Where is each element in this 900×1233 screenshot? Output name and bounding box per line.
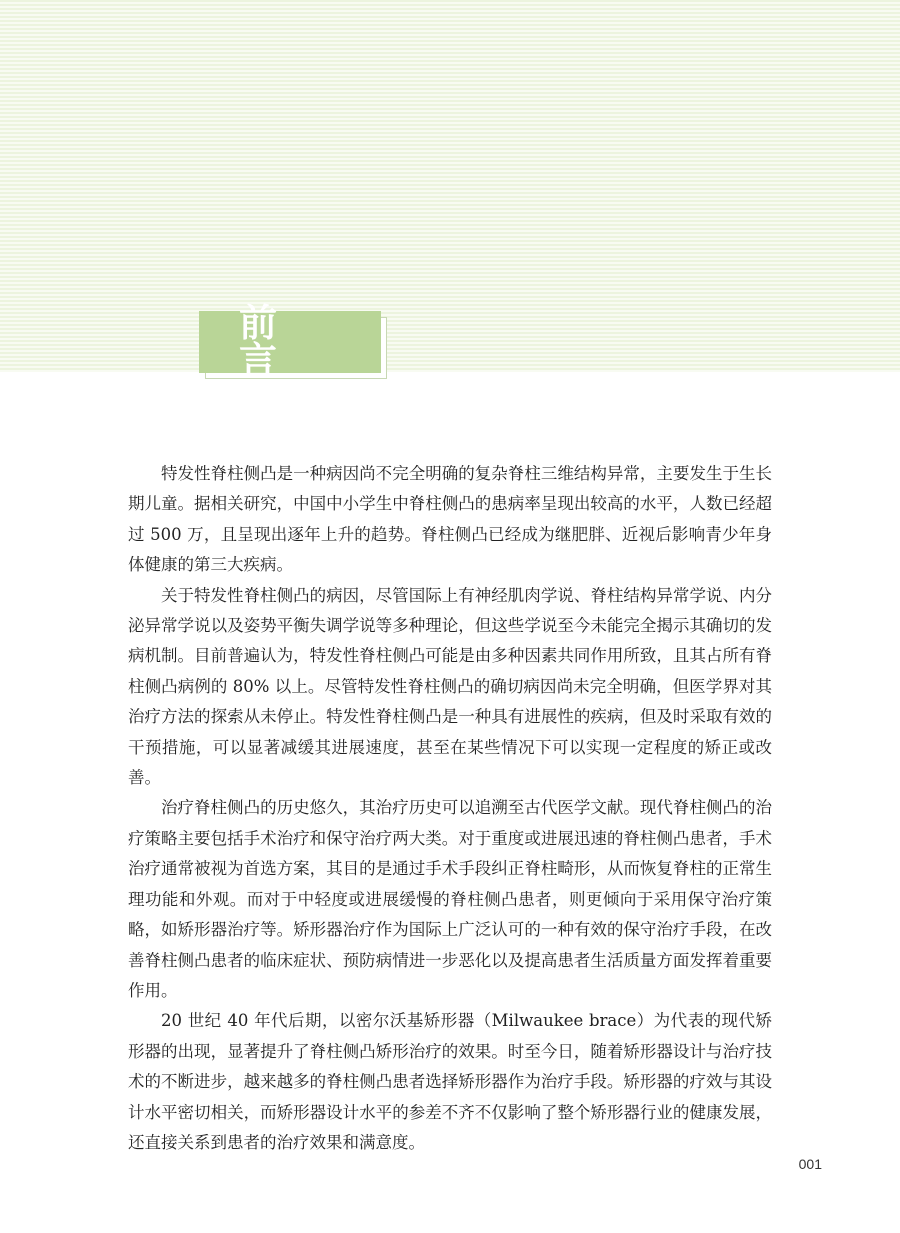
header-band	[0, 0, 900, 372]
title-box	[199, 300, 381, 383]
page-number: 001	[798, 1156, 822, 1172]
paragraph-1: 特发性脊柱侧凸是一种病因尚不完全明确的复杂脊柱三维结构异常，主要发生于生长期儿童。据相关研究，中国中小学生中脊柱侧凸的患病率呈现出较高的水平，人数已经超过 500 万，且呈现出逐年上升的趋势。脊柱侧凸已经成为继肥胖、近视后影响青少年身体健康的第三大疾病。	[128, 464, 772, 575]
page-title: 前言	[239, 300, 318, 383]
paragraph-4: 20 世纪 40 年代后期，以密尔沃基矫形器（Milwaukee brace）为代表的现代矫形器的出现，显著提升了脊柱侧凸矫形治疗的效果。时至今日，随着矫形器设计与治疗技术的不断进步，越来越多的脊柱侧凸患者选择矫形器作为治疗手段。矫形器的疗效与其设计水平密切相关，而矫形器设计水平的参差不齐不仅影响了整个矫形器行业的健康发展，还直接关系到患者的治疗效果和满意度。	[128, 1011, 772, 1152]
body-text	[128, 459, 772, 1158]
paragraph-3: 治疗脊柱侧凸的历史悠久，其治疗历史可以追溯至古代医学文献。现代脊柱侧凸的治疗策略主要包括手术治疗和保守治疗两大类。对于重度或进展迅速的脊柱侧凸患者，手术治疗通常被视为首选方案，其目的是通过手术手段纠正脊柱畸形，从而恢复脊柱的正常生理功能和外观。而对于中轻度或进展缓慢的脊柱侧凸患者，则更倾向于采用保守治疗策略，如矫形器治疗等。矫形器治疗作为国际上广泛认可的一种有效的保守治疗手段，在改善脊柱侧凸患者的临床症状、预防病情进一步恶化以及提高患者生活质量方面发挥着重要作用。	[128, 798, 772, 1000]
paragraph-2: 关于特发性脊柱侧凸的病因，尽管国际上有神经肌肉学说、脊柱结构异常学说、内分泌异常学说以及姿势平衡失调学说等多种理论，但这些学说至今未能完全揭示其确切的发病机制。目前普遍认为，特发性脊柱侧凸可能是由多种因素共同作用所致，且其占所有脊柱侧凸病例的 80% 以上。尽管特发性脊柱侧凸的确切病因尚未完全明确，但医学界对其治疗方法的探索从未停止。特发性脊柱侧凸是一种具有进展性的疾病，但及时采取有效的干预措施，可以显著减缓其进展速度，甚至在某些情况下可以实现一定程度的矫正或改善。	[128, 585, 772, 788]
